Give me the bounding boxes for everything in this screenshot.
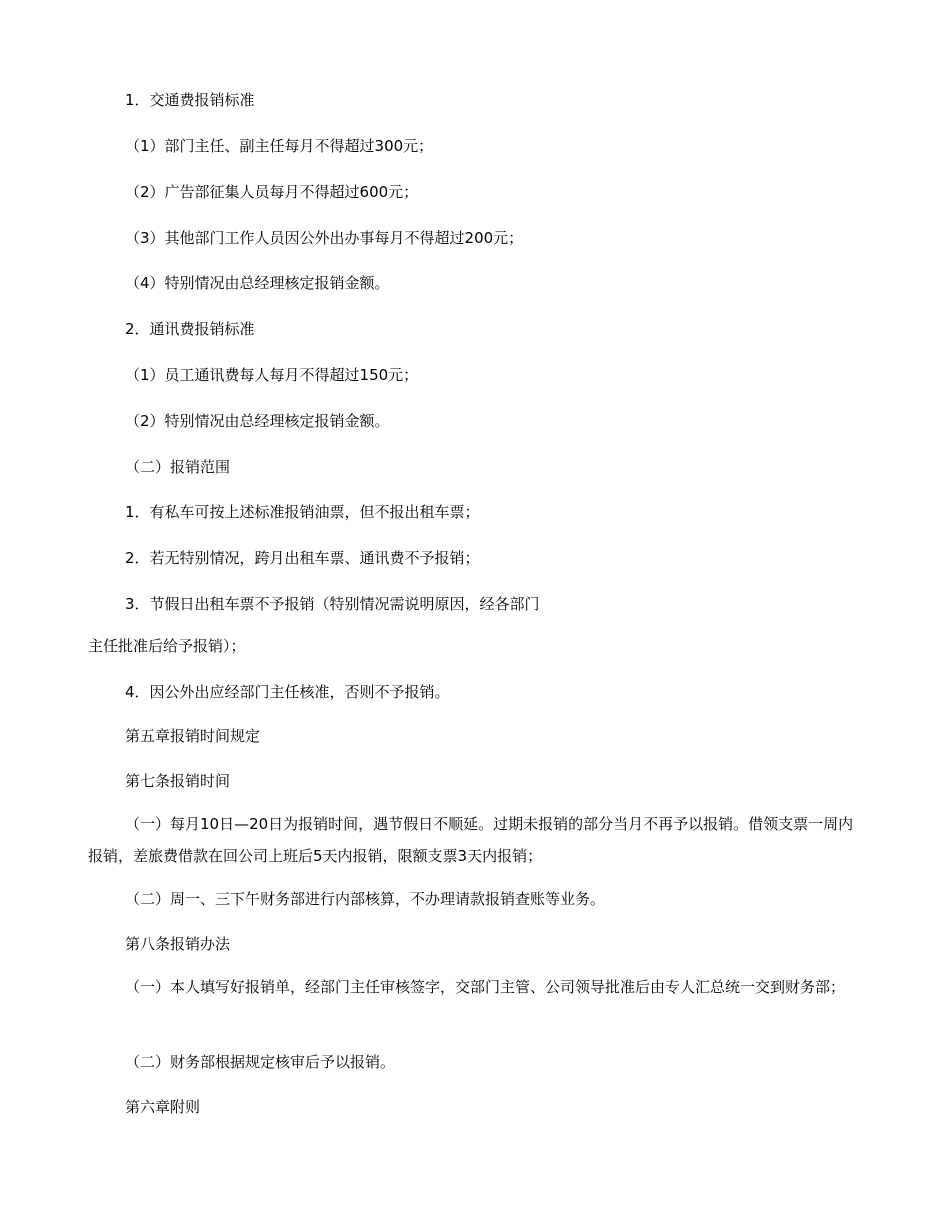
paragraph-article-8-1: （一）本人填写好报销单，经部门主任审核签字，交部门主管、公司领导批准后由专人汇总统一交到财务部； [125,978,846,996]
chapter-6-heading: 第六章附则 [125,1098,201,1116]
article-7-heading: 第七条报销时间 [125,772,231,790]
paragraph-6: 2．通讯费报销标准 [125,320,255,338]
paragraph-5: （4）特别情况由总经理核定报销金额。 [125,274,390,292]
paragraph-12-continued: 主任批准后给予报销）； [88,637,246,655]
article-8-heading: 第八条报销办法 [125,935,231,953]
paragraph-article-7-1: （一）每月10日—20日为报销时间，遇节假日不顺延。过期未报销的部分当月不再予以报销。借领支票一周内报销，差旅费借款在回公司上班后5天内报销，限额支票3天内报销； [88,815,854,865]
paragraph-1: 1．交通费报销标准 [125,91,255,109]
paragraph-10: 1．有私车可按上述标准报销油票，但不报出租车票； [125,503,480,521]
paragraph-9: （二）报销范围 [125,458,231,476]
paragraph-13: 4．因公外出应经部门主任核准，否则不予报销。 [125,683,450,701]
paragraph-2: （1）部门主任、副主任每月不得超过300元； [125,137,434,155]
paragraph-4: （3）其他部门工作人员因公外出办事每月不得超过200元； [125,229,524,247]
chapter-5-heading: 第五章报销时间规定 [125,727,261,745]
paragraph-7: （1）员工通讯费每人每月不得超过150元； [125,366,419,384]
paragraph-12: 3．节假日出租车票不予报销（特别情况需说明原因，经各部门 [125,595,540,613]
paragraph-article-8-2: （二）财务部根据规定核审后予以报销。 [125,1053,396,1071]
paragraph-11: 2．若无特别情况，跨月出租车票、通讯费不予报销； [125,549,480,567]
paragraph-article-7-2: （二）周一、三下午财务部进行内部核算，不办理请款报销查账等业务。 [125,890,606,908]
paragraph-8: （2）特别情况由总经理核定报销金额。 [125,412,390,430]
paragraph-3: （2）广告部征集人员每月不得超过600元； [125,183,419,201]
